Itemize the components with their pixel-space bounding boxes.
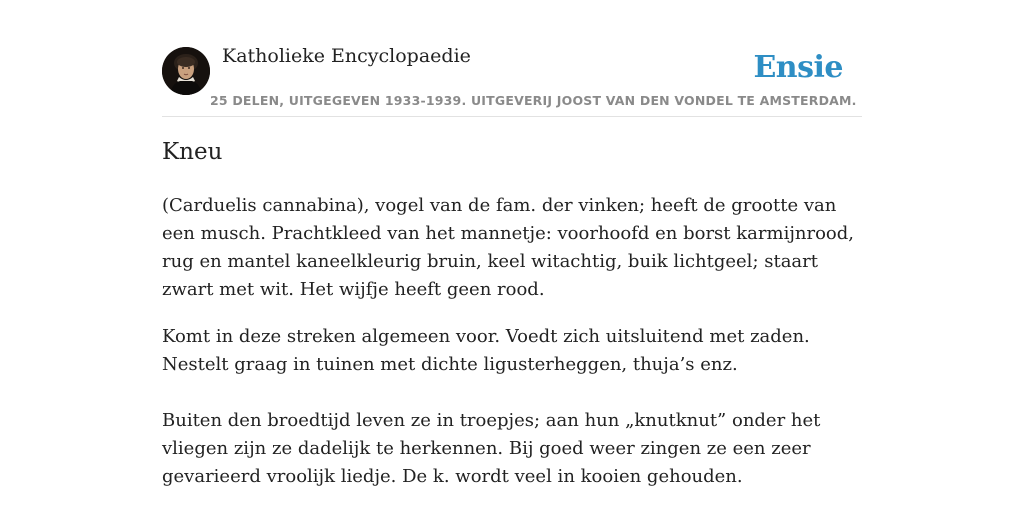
source-header: [162, 0, 862, 117]
entry-paragraph: Buiten den broedtijd leven ze in troepjes; aan hun „knutknut” onder het vliegen zijn ze dadelijk te herkennen. Bij goed weer zingen ze een zeer gevarieerd vroolijk liedje. De k. wordt veel in kooien gehouden.: [162, 410, 821, 487]
entry-paragraph: Komt in deze streken algemeen voor. Voedt zich uitsluitend met zaden. Nestelt graag in tuinen met dichte ligusterheggen, thuja’s enz.: [162, 326, 810, 375]
source-avatar[interactable]: [162, 47, 210, 95]
source-title[interactable]: Katholieke Encyclopaedie: [222, 45, 471, 67]
ensie-logo-link[interactable]: Ensie: [753, 50, 843, 85]
portrait-avatar-icon: [162, 47, 210, 95]
source-subtitle: 25 DELEN, UITGEGEVEN 1933-1939. UITGEVERIJ JOOST VAN DEN VONDEL TE AMSTERDAM.: [210, 93, 857, 108]
page-container: [162, 0, 862, 487]
entry-title: Kneu: [162, 139, 223, 165]
entry-paragraph: (Carduelis cannabina), vogel van de fam. der vinken; heeft de grootte van een musch. Prachtkleed van het mannetje: voorhoofd en borst karmijnrood, rug en mantel kaneelkleurig bruin, keel witachtig, buik lichtgeel; staart zwart met wit. Het wijfje heeft geen rood.: [162, 195, 855, 300]
